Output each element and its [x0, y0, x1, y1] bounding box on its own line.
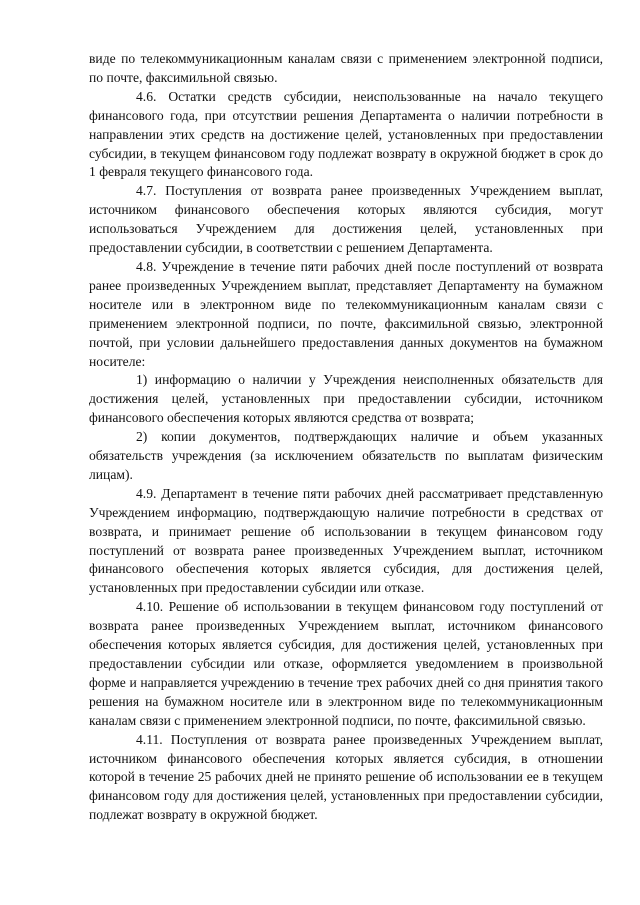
paragraph-4-8-item-2: 2) копии документов, подтверждающих наличие и объем указанных обязательств учреждения (за исключением обязательств по выплатам физическим лицам).	[89, 429, 603, 482]
paragraph-4-11: 4.11. Поступления от возврата ранее произведенных Учреждением выплат, источником финансового обеспечения которых является субсидия, в отношении которой в течение 25 рабочих дней не принято решение об использовании ее в текущем финансовом году для достижения целей, установленных при предоставлении субсидии, подлежат возврату в окружной бюджет.	[89, 731, 603, 823]
paragraph-4-6: 4.6. Остатки средств субсидии, неиспользованные на начало текущего финансового года, при отсутствии решения Департамента о наличии потребности в направлении этих средств на достижение целей, установленных при предоставлении субсидии, в текущем финансовом году подлежат возврату в окружной бюджет в срок до 1 февраля текущего финансового года.	[89, 88, 603, 180]
document-page	[89, 50, 603, 825]
paragraph-4-8-item-1: 1) информацию о наличии у Учреждения неисполненных обязательств для достижения целей, установленных при предоставлении субсидии, источником финансового обеспечения которых являются средства от возврата;	[89, 372, 603, 426]
paragraph-4-9: 4.9. Департамент в течение пяти рабочих дней рассматривает представленную Учреждением информацию, подтверждающую наличие потребности в средствах от возврата, и принимает решение об использовании в текущем финансовом году поступлений от возврата ранее произведенных Учреждением выплат, источником финансового обеспечения которых является субсидия, для достижения целей, установленных при предоставлении субсидии или отказе.	[89, 485, 603, 596]
paragraph-4-7: 4.7. Поступления от возврата ранее произведенных Учреждением выплат, источником финансового обеспечения которых являются субсидия, могут использоваться Учреждением для достижения целей, установленных при предоставлении субсидии, в соответствии с решением Департамента.	[89, 183, 603, 256]
paragraph-4-8: 4.8. Учреждение в течение пяти рабочих дней после поступлений от возврата ранее произведенных Учреждением выплат, представляет Департаменту на бумажном носителе или в электронном виде по телекоммуникационным каналам связи с применением электронной подписи, по почте, факсимильной связью, электронной почтой, при условии дальнейшего предоставления данных документов на бумажном носителе:	[89, 258, 603, 369]
paragraph-continuation: виде по телекоммуникационным каналам связи с применением электронной подписи, по почте, факсимильной связью.	[89, 51, 603, 85]
paragraph-4-10: 4.10. Решение об использовании в текущем финансовом году поступлений от возврата ранее произведенных Учреждением выплат, источником финансового обеспечения которых является субсидия, для достижения целей, установленных при предоставлении субсидии или отказе, оформляется уведомлением в произвольной форме и направляется учреждению в течение трех рабочих дней со дня принятия такого решения на бумажном носителе или в электронном виде по телекоммуникационным каналам связи с применением электронной подписи, по почте, факсимильной связью.	[89, 599, 603, 728]
